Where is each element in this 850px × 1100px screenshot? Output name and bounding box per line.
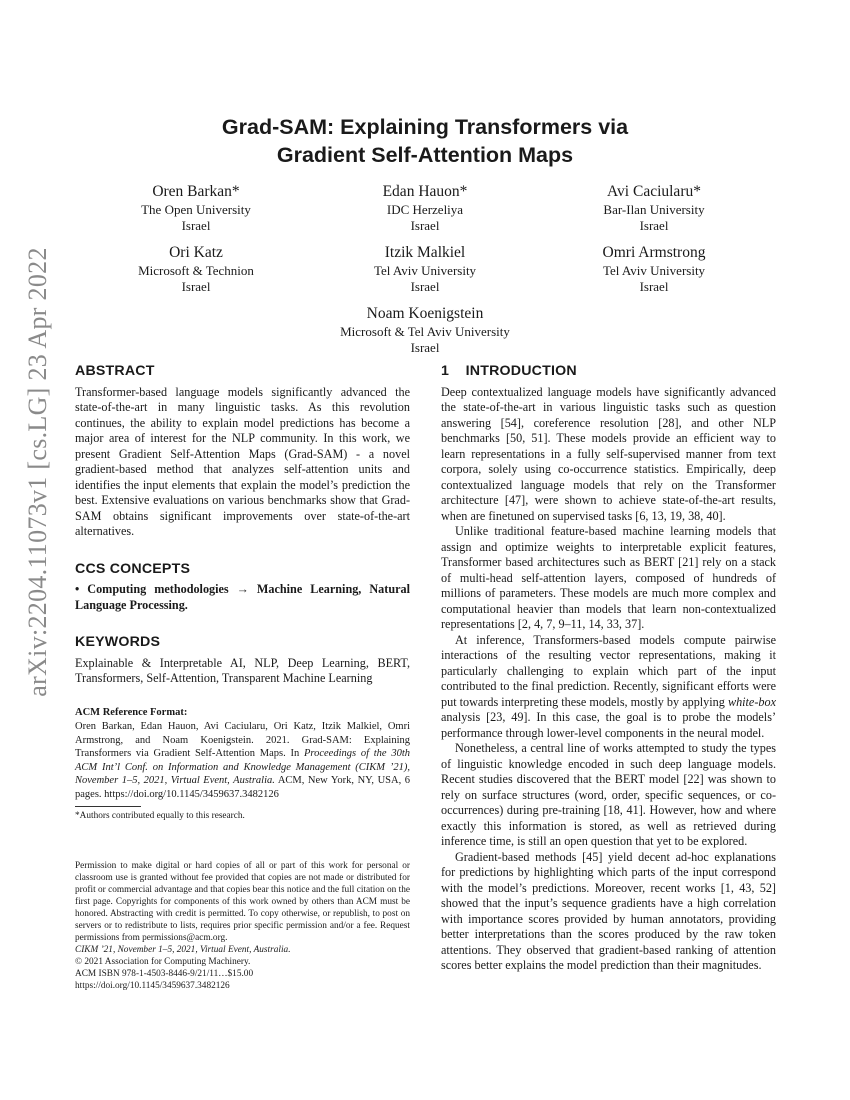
author-country: Israel (181, 217, 211, 233)
author-block (295, 182, 555, 233)
abstract-text: Transformer-based language models significantly advanced the state-of-the-art in many linguistic tasks. As this revolution continues, the ability to explain model predictions has become a major area of interest for the NLP community. In this work, we present Gradient Self-Attention Maps (Grad-SAM) - a novel gradient-based method that analyzes self-attention units and identifies the input elements that explain the model’s prediction the best. Extensive evaluations on various benchmarks show that Grad-SAM obtains significant improvements over state-of-the-art alternatives. (75, 384, 410, 538)
author-name: Noam Koenigstein (366, 305, 484, 322)
author-affiliation: Microsoft & Tel Aviv University (340, 324, 510, 339)
keywords-heading: KEYWORDS (75, 634, 161, 650)
abstract-heading: ABSTRACT (75, 363, 155, 379)
intro-paragraph-5: Gradient-based methods [45] yield decent ad-hoc explanations for predictions by highlighting which parts of the input correspond with the model’s predictions. Moreover, recent works [1, 43, 52] showed that the input’s sequence gradients have a high correlation with importance scores provided by human annotators, providing better interpretations than the scores produced by the raw token attentions. They observed that gradient-based ranking of attention scores better explains the model prediction than their magnitudes. (441, 849, 776, 972)
left-column (75, 364, 410, 801)
author-country: Israel (410, 278, 440, 294)
ccs-heading: CCS CONCEPTS (75, 560, 191, 577)
author-affiliation: Tel Aviv University (373, 263, 477, 278)
author-block (524, 182, 784, 233)
author-block (66, 243, 326, 294)
ccs-text: • Computing methodologies → Machine Learning, Natural Language Processing. (75, 582, 410, 612)
author-country: Israel (410, 217, 440, 233)
author-affiliation: The Open University (141, 202, 251, 217)
footnote-rule (75, 806, 141, 807)
author-block (524, 243, 784, 294)
paper-title-line-2: Gradient Self-Attention Maps (276, 143, 574, 167)
author-affiliation: Tel Aviv University (602, 263, 706, 278)
acm-reference (75, 705, 410, 802)
copyright-line: © 2021 Association for Computing Machinery. (75, 957, 251, 967)
paper-title-line-1: Grad-SAM: Explaining Transformers via (221, 115, 629, 139)
author-name: Omri Armstrong (602, 244, 706, 261)
author-block (295, 243, 555, 294)
acm-reference-heading: ACM Reference Format: (75, 706, 188, 718)
author-country: Israel (181, 278, 211, 294)
author-country: Israel (639, 278, 669, 294)
permission-block (75, 860, 410, 992)
author-country: Israel (410, 339, 440, 355)
acm-reference-text: Oren Barkan, Edan Hauon, Avi Caciularu, Ori Katz, Itzik Malkiel, Omri Armstrong, and Noam Koenigstein. 2021. Grad-SAM: Explaining Transformers via Gradient Self-Attention Maps. In Proceedings of the 30th ACM Int’l Conf. on Information and Knowledge Management (CIKM ’21), November 1–5, 2021, Virtual Event, Australia. ACM, New York, NY, USA, 6 pages. https://doi.org/10.1145/3459637.3482126 (75, 721, 410, 800)
author-country: Israel (639, 217, 669, 233)
right-column (441, 364, 776, 974)
keywords-text: Explainable & Interpretable AI, NLP, Deep Learning, BERT, Transformers, Self-Attention, Transparent Machine Learning (75, 655, 410, 685)
isbn-line: ACM ISBN 978-1-4503-8446-9/21/11…$15.00 (75, 969, 254, 979)
doi-line: https://doi.org/10.1145/3459637.3482126 (75, 981, 230, 991)
author-block (295, 304, 555, 355)
intro-paragraph-2: Unlike traditional feature-based machine learning models that assign and optimize weights to interpretable explicit features, Transformer based architectures such as BERT [21] rely on a stack of multi-head self-attention layers, composed of hundreds of millions of parameters. These models are much more complex and computational heavier than models that learn non-contextualized representations [2, 4, 7, 9–11, 14, 33, 37]. (441, 524, 776, 631)
conference-line: CIKM ’21, November 1–5, 2021, Virtual Event, Australia. (75, 945, 291, 955)
arxiv-identifier: arXiv:2204.11073v1 [cs.LG] 23 Apr 2022 (23, 247, 52, 697)
author-name: Ori Katz (169, 244, 223, 261)
footnote: *Authors contributed equally to this research. (75, 811, 245, 821)
author-affiliation: Bar-Ilan University (603, 202, 705, 217)
intro-paragraph-3: At inference, Transformers-based models compute pairwise interactions of the resulting vector representations, making it particularly challenging to explain which part of the input contributed to the final prediction. Recently, significant efforts were put towards interpreting these models, mostly by applying white-box analysis [23, 49]. In this case, the goal is to probe the models’ performance through lower-level components in the neural model. (441, 632, 776, 740)
author-name: Edan Hauon* (382, 183, 468, 200)
introduction-heading: 1 INTRODUCTION (441, 363, 577, 379)
author-name: Avi Caciularu* (607, 183, 701, 200)
intro-paragraph-4: Nonetheless, a central line of works attempted to study the types of linguistic knowledge encoded in such deep language models. Recent studies discovered that the BERT model [22] was shown to rely on surface structures (word, order, specific sequences, or co-occurrences) during pre-training [18, 41]. However, how and where exactly this information is stored, as well as retrieved during inference time, is still an open question that yet to be explored. (441, 741, 776, 848)
author-name: Itzik Malkiel (384, 244, 466, 261)
author-affiliation: IDC Herzeliya (386, 202, 464, 217)
author-affiliation: Microsoft & Technion (138, 263, 254, 278)
permission-text: Permission to make digital or hard copies of all or part of this work for personal or classroom use is granted without fee provided that copies are not made or distributed for profit or commercial advantage and that copies bear this notice and the full citation on the first page. Copyrights for components of this work owned by others than ACM must be honored. Abstracting with credit is permitted. To copy otherwise, or republish, to post on servers or to redistribute to lists, requires prior specific permission and/or a fee. Request permissions from permissions@acm.org. (75, 861, 410, 943)
intro-paragraph-1: Deep contextualized language models have significantly advanced the state-of-the-art in various linguistic tasks such as question answering [54], coreference resolution [28], and other NLP benchmarks [50, 51]. These models provide an efficient way to learn representations in a fully self-supervised manner from text corpora, solely using co-occurrence statistics. Empirically, deep contextualized language models that rely on the Transformer architecture [47], were shown to achieve state-of-the-art results, when are finetuned on supervised tasks [6, 13, 19, 38, 40]. (441, 384, 776, 523)
author-block (66, 182, 326, 233)
author-name: Oren Barkan* (152, 183, 240, 200)
